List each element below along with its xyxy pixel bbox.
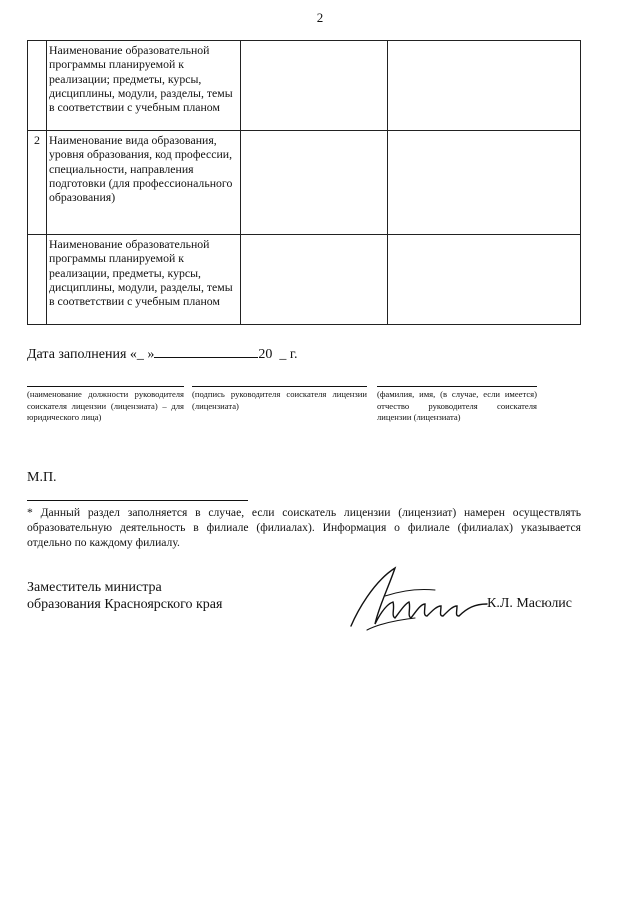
program-table — [27, 40, 581, 325]
row-description: Наименование образовательной программы планируемой к реализации; предметы, курсы, дисциплины, модули, разделы, темы в соответствии с учебным планом — [47, 41, 241, 131]
caption-signature: (подпись руководителя соискателя лицензии (лицензиата) — [192, 386, 367, 412]
empty-cell — [388, 131, 581, 235]
signatory-title-line2: образования Красноярского края — [27, 597, 223, 612]
handwritten-signature — [345, 560, 495, 635]
year-prefix: 20 — [258, 347, 273, 362]
footnote-divider — [27, 500, 248, 501]
row-number: 2 — [28, 131, 47, 235]
caption-full-name: (фамилия, имя, (в случае, если имеется) отчество руководителя соискателя лицензии (лицензиата) — [377, 386, 537, 424]
empty-cell — [241, 41, 388, 131]
caption-position: (наименование должности руководителя соискателя лицензии (лицензиата) – для юридического лица) — [27, 386, 184, 424]
empty-cell — [241, 131, 388, 235]
date-suffix: _ г. — [279, 347, 298, 362]
empty-cell — [241, 235, 388, 325]
row-description: Наименование вида образования, уровня образования, код профессии, специальности, направления подготовки (для профессионального образования) — [47, 131, 241, 235]
table-row — [28, 131, 581, 235]
table-row — [28, 41, 581, 131]
table-row — [28, 235, 581, 325]
date-prefix: Дата заполнения «_ » — [27, 347, 155, 362]
empty-cell — [388, 41, 581, 131]
signatory-name: К.Л. Масюлис — [487, 596, 573, 611]
row-number — [28, 41, 47, 131]
row-number — [28, 235, 47, 325]
date-blank — [154, 345, 258, 358]
signatory-title — [27, 579, 222, 613]
footnote-text: * Данный раздел заполняется в случае, если соискатель лицензии (лицензиат) намерен осуществлять образовательную деятельность в филиале (филиалах). Информация о филиале (филиалах) указывается отдельно по каждому филиалу. — [27, 506, 581, 550]
stamp-label: М.П. — [27, 470, 57, 485]
page-number: 2 — [316, 10, 324, 25]
empty-cell — [388, 235, 581, 325]
date-fill-line — [27, 345, 298, 363]
row-description: Наименование образовательной программы планируемой к реализации, предметы, курсы, дисциплины, модули, разделы, темы в соответствии с учебным планом — [47, 235, 241, 325]
signatory-title-line1: Заместитель министра — [27, 580, 162, 595]
